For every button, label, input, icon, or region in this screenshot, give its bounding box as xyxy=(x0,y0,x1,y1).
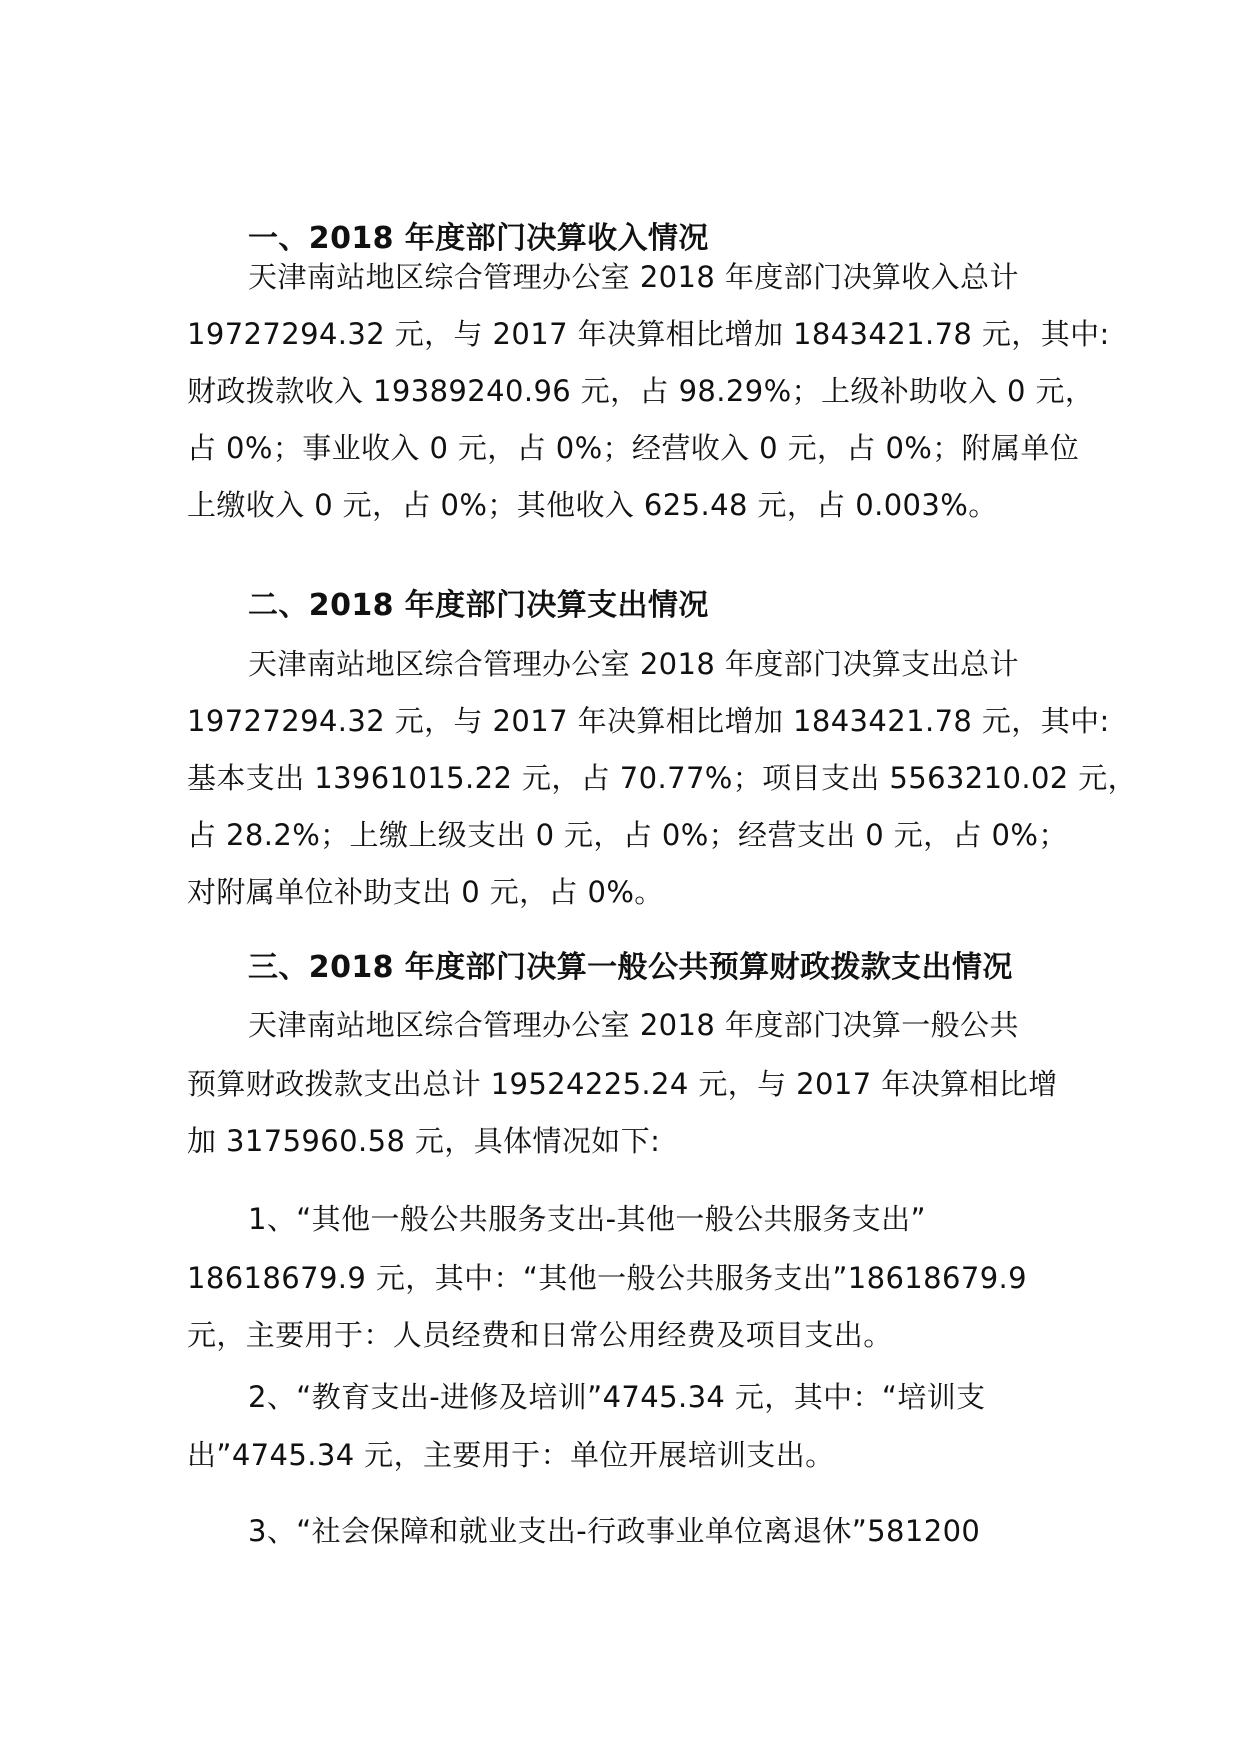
paragraph-line: 加 3175960.58 元，具体情况如下: xyxy=(187,1124,661,1158)
list-item-line: 2、“教育支出-进修及培训”4745.34 元，其中：“培训支 xyxy=(248,1380,986,1414)
paragraph-line: 占 0%；事业收入 0 元，占 0%；经营收入 0 元，占 0%；附属单位 xyxy=(187,431,1080,465)
list-item-line: 元，主要用于：人员经费和日常公用经费及项目支出。 xyxy=(187,1318,893,1352)
paragraph-line: 天津南站地区综合管理办公室 2018 年度部门决算一般公共 xyxy=(248,1008,1019,1042)
paragraph-line: 基本支出 13961015.22 元，占 70.77%；项目支出 5563210.02 元， xyxy=(187,761,1138,795)
paragraph-line: 财政拨款收入 19389240.96 元，占 98.29%；上级补助收入 0 元， xyxy=(187,374,1095,408)
paragraph-line: 19727294.32 元，与 2017 年决算相比增加 1843421.78 元，其中: xyxy=(187,317,1110,351)
paragraph-line: 天津南站地区综合管理办公室 2018 年度部门决算支出总计 xyxy=(248,647,1019,681)
section-heading-general-budget: 三、2018 年度部门决算一般公共预算财政拨款支出情况 xyxy=(248,950,1013,985)
paragraph-line: 对附属单位补助支出 0 元，占 0%。 xyxy=(187,875,664,909)
paragraph-line: 天津南站地区综合管理办公室 2018 年度部门决算收入总计 xyxy=(248,260,1019,294)
section-heading-expenditure: 二、2018 年度部门决算支出情况 xyxy=(248,588,709,623)
list-item-line: 3、“社会保障和就业支出-行政事业单位离退休”581200 xyxy=(248,1514,981,1548)
paragraph-line: 预算财政拨款支出总计 19524225.24 元，与 2017 年决算相比增 xyxy=(187,1067,1058,1101)
paragraph-line: 19727294.32 元，与 2017 年决算相比增加 1843421.78 元，其中: xyxy=(187,704,1110,738)
section-heading-income: 一、2018 年度部门决算收入情况 xyxy=(248,221,709,256)
paragraph-line: 上缴收入 0 元，占 0%；其他收入 625.48 元，占 0.003%。 xyxy=(187,488,998,522)
paragraph-line: 占 28.2%；上缴上级支出 0 元，占 0%；经营支出 0 元，占 0%； xyxy=(187,818,1068,852)
list-item-line: 出”4745.34 元，主要用于：单位开展培训支出。 xyxy=(187,1438,835,1472)
list-item-line: 18618679.9 元，其中：“其他一般公共服务支出”18618679.9 xyxy=(187,1261,1028,1295)
list-item-line: 1、“其他一般公共服务支出-其他一般公共服务支出” xyxy=(248,1202,926,1236)
